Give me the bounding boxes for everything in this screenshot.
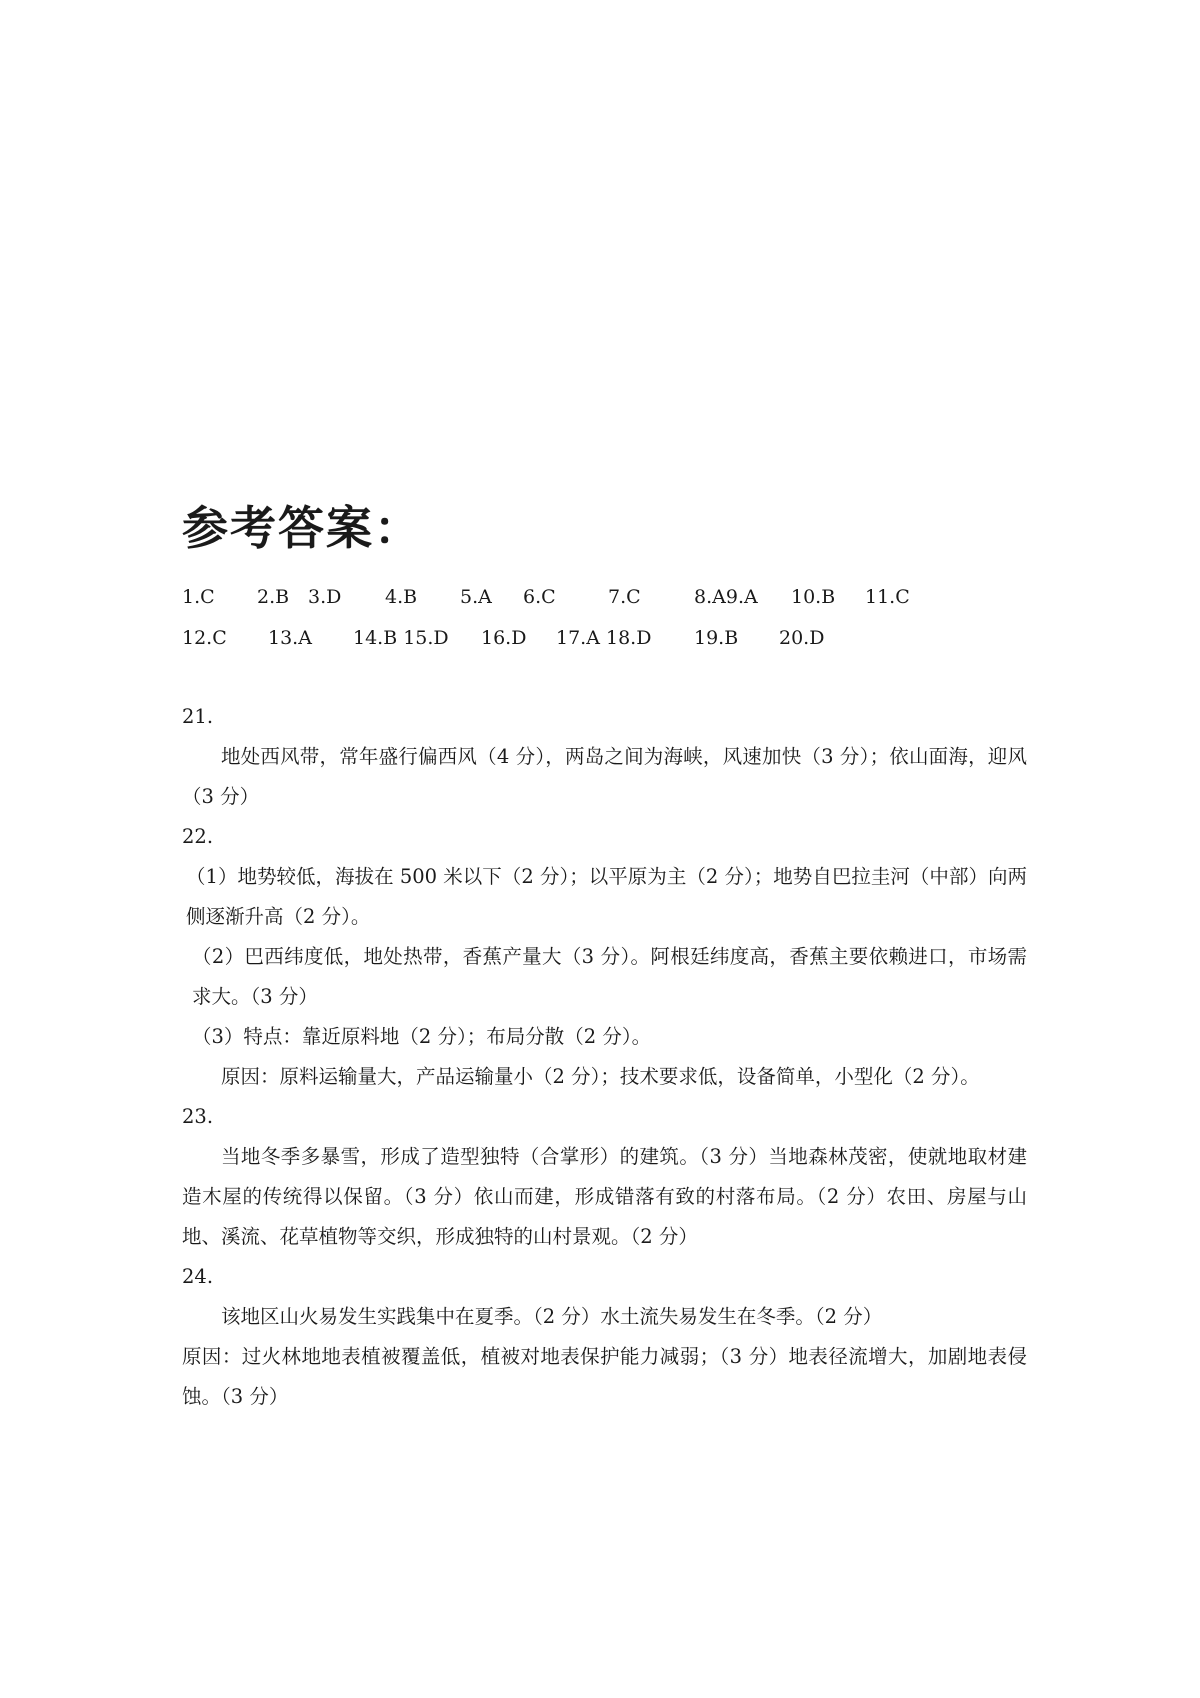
answer-explanations bbox=[182, 697, 1027, 1417]
q21-paragraph: 地处西风带，常年盛行偏西风（4 分），两岛之间为海峡，风速加快（3 分）；依山面海，迎风（3 分） bbox=[182, 745, 1027, 808]
answer-item: 5.A bbox=[460, 586, 492, 608]
q22-paragraph-3: （3）特点：靠近原料地（2 分）；布局分散（2 分）。 bbox=[192, 1025, 652, 1048]
answer-item: 19.B bbox=[694, 627, 739, 649]
answer-item: 7.C bbox=[608, 586, 641, 608]
question-number-22: 22. bbox=[182, 825, 214, 848]
q22-paragraph-4: 原因：原料运输量大，产品运输量小（2 分）；技术要求低，设备简单，小型化（2 分）。 bbox=[221, 1065, 980, 1088]
answer-item: 16.D bbox=[481, 627, 527, 649]
answer-item: 8.A9.A bbox=[694, 586, 758, 608]
q23-paragraph: 当地冬季多暴雪，形成了造型独特（合掌形）的建筑。（3 分）当地森林茂密，使就地取材建造木屋的传统得以保留。（3 分）依山而建，形成错落有致的村落布局。（2 分）农田、房屋与山地、溪流、花草植物等交织，形成独特的山村景观。（2 分） bbox=[182, 1145, 1027, 1248]
answers-row-2 bbox=[182, 627, 1082, 655]
answer-item: 3.D bbox=[308, 586, 342, 608]
q22-paragraph-2 bbox=[182, 937, 1027, 1017]
q24-paragraph-1: 该地区山火易发生实践集中在夏季。（2 分）水土流失易发生在冬季。（2 分） bbox=[221, 1305, 883, 1328]
answer-item: 13.A bbox=[268, 627, 312, 649]
answer-item: 10.B bbox=[791, 586, 836, 608]
q22-paragraph-1: （1）地势较低，海拔在 500 米以下（2 分）；以平原为主（2 分）；地势自巴拉圭河（中部）向两侧逐渐升高（2 分）。 bbox=[186, 865, 1027, 928]
answer-item: 20.D bbox=[779, 627, 825, 649]
answer-item: 14.B 15.D bbox=[353, 627, 449, 649]
answers-row-1 bbox=[182, 586, 1082, 614]
question-number-24: 24. bbox=[182, 1265, 214, 1288]
question-number-23: 23. bbox=[182, 1105, 214, 1128]
answer-item: 2.B bbox=[257, 586, 290, 608]
answer-item: 1.C bbox=[182, 586, 215, 608]
page-title: 参考答案： bbox=[182, 501, 422, 555]
answer-item: 4.B bbox=[385, 586, 418, 608]
q24-paragraph-2: 原因：过火林地地表植被覆盖低，植被对地表保护能力减弱；（3 分）地表径流增大，加剧地表侵蚀。（3 分） bbox=[182, 1345, 1027, 1408]
answer-item: 11.C bbox=[865, 586, 910, 608]
question-number-21: 21. bbox=[182, 705, 214, 728]
answer-item: 6.C bbox=[523, 586, 556, 608]
answer-item: 17.A 18.D bbox=[556, 627, 652, 649]
answer-item: 12.C bbox=[182, 627, 227, 649]
q22-paragraph-2-text: （2）巴西纬度低，地处热带，香蕉产量大（3 分）。阿根廷纬度高，香蕉主要依赖进口，市场需求大。（3 分） bbox=[192, 945, 1027, 1008]
